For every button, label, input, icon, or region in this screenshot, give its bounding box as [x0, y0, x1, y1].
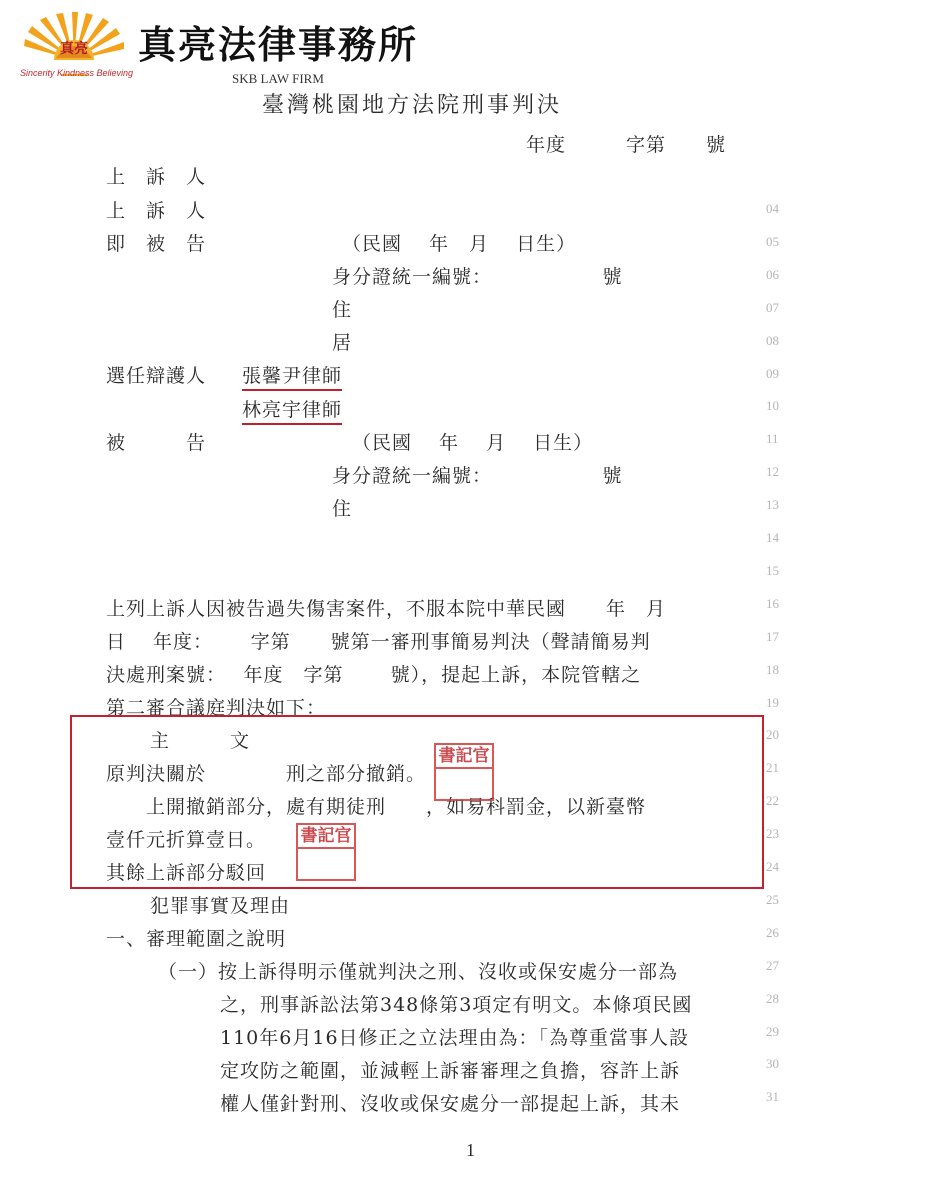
line-number: 11	[766, 431, 779, 447]
line-number: 10	[766, 398, 779, 414]
line-number: 16	[766, 595, 779, 611]
residence-label: 居	[332, 332, 353, 354]
page-number: 1	[466, 1140, 475, 1160]
reasons-heading: 犯罪事實及理由	[150, 895, 291, 917]
line-number: 09	[766, 365, 779, 381]
line-number: 15	[766, 562, 779, 578]
line-number: 24	[766, 859, 779, 874]
section1-line-2: 之，刑事訴訟法第348條第3項定有明文。本條項民國	[220, 994, 693, 1016]
main-line-1: 原判決關於 刑之部分撤銷。	[106, 763, 427, 785]
firm-name-cn: 真亮法律事務所	[138, 22, 419, 67]
address-label-1: 住	[332, 299, 353, 321]
section1-line-4: 定攻防之範圍，並減輕上訴審審理之負擔，容許上訴	[220, 1060, 681, 1082]
line-number: 25	[766, 891, 779, 907]
counsel-label: 選任辯護人	[106, 365, 207, 387]
line-number: 06	[766, 266, 779, 282]
line-number: 20	[766, 727, 779, 743]
line-number: 19	[766, 694, 779, 710]
section1-line-1: （一）按上訴得明示僅就判決之刑、沒收或保安處分一部為	[158, 961, 679, 983]
main-line-3: 壹仟元折算壹日。	[106, 829, 267, 851]
case-number: 年度 字第 號	[526, 134, 727, 156]
address-label-2: 住	[332, 498, 353, 520]
main-line-4: 其餘上訴部分駁回	[106, 862, 267, 884]
intro-line-1: 上列上訴人因被告過失傷害案件，不服本院中華民國 年 月	[106, 598, 667, 620]
section1-line-3: 110年6月16日修正之立法理由為：「為尊重當事人設	[220, 1027, 690, 1049]
line-number: 07	[766, 299, 779, 315]
id-number-2: 身分證統一編號： 號	[332, 465, 623, 487]
line-number: 26	[766, 924, 779, 940]
appellant-label-2: 上 訴 人	[106, 200, 207, 222]
line-number: 27	[766, 957, 779, 973]
main-line-2: 上開撤銷部分，處有期徒刑 ，如易科罰金，以新臺幣	[106, 796, 647, 818]
counsel-name-1: 張馨尹律師	[242, 361, 342, 391]
intro-line-3: 決處刑案號： 年度 字第 號），提起上訴，本院管轄之	[106, 664, 642, 686]
clerk-stamp-1-text: 書記官	[436, 745, 492, 769]
logo-tagline: Sincerity Kindness Believing	[20, 68, 134, 78]
line-number: 22	[766, 793, 779, 809]
line-number: 04	[766, 201, 779, 216]
logo-seal-text: 真亮	[60, 41, 88, 57]
firm-name-en: SKB LAW FIRM	[232, 71, 324, 86]
clerk-stamp-2	[296, 823, 356, 881]
line-number: 23	[766, 826, 779, 842]
line-number: 21	[766, 760, 779, 776]
line-number: 05	[766, 233, 779, 249]
line-number: 28	[766, 990, 779, 1006]
document-title: 臺灣桃園地方法院刑事判決	[262, 93, 563, 118]
line-number: 14	[766, 530, 779, 545]
clerk-stamp-1	[434, 743, 494, 801]
intro-line-2: 日 年度： 字第 號第一審刑事簡易判決（聲請簡易判	[106, 631, 651, 653]
defendant-role-label: 即 被 告	[106, 233, 207, 255]
section1-line-5: 權人僅針對刑、沒收或保安處分一部提起上訴，其未	[220, 1093, 681, 1115]
line-number: 31	[766, 1089, 779, 1105]
line-number: 18	[766, 661, 779, 677]
line-number: 30	[766, 1056, 779, 1072]
line-number: 08	[766, 332, 779, 348]
defendant-label: 被 告	[106, 432, 207, 454]
clerk-stamp-2-text: 書記官	[298, 825, 354, 849]
counsel-name-2: 林亮宇律師	[242, 395, 342, 425]
appellant-label-1: 上 訴 人	[106, 166, 207, 188]
line-number: 29	[766, 1023, 779, 1039]
intro-line-4: 第二審合議庭判決如下：	[106, 697, 327, 719]
line-number: 17	[766, 628, 779, 644]
birth-date-2: （民國 年 月 日生）	[352, 432, 594, 454]
main-heading: 主 文	[150, 730, 251, 752]
line-number: 13	[766, 497, 779, 513]
line-number: 12	[766, 464, 779, 480]
birth-date-1: （民國 年 月 日生）	[342, 233, 577, 255]
section1-heading: 一、審理範圍之說明	[106, 928, 287, 950]
id-number-1: 身分證統一編號： 號	[332, 266, 623, 288]
